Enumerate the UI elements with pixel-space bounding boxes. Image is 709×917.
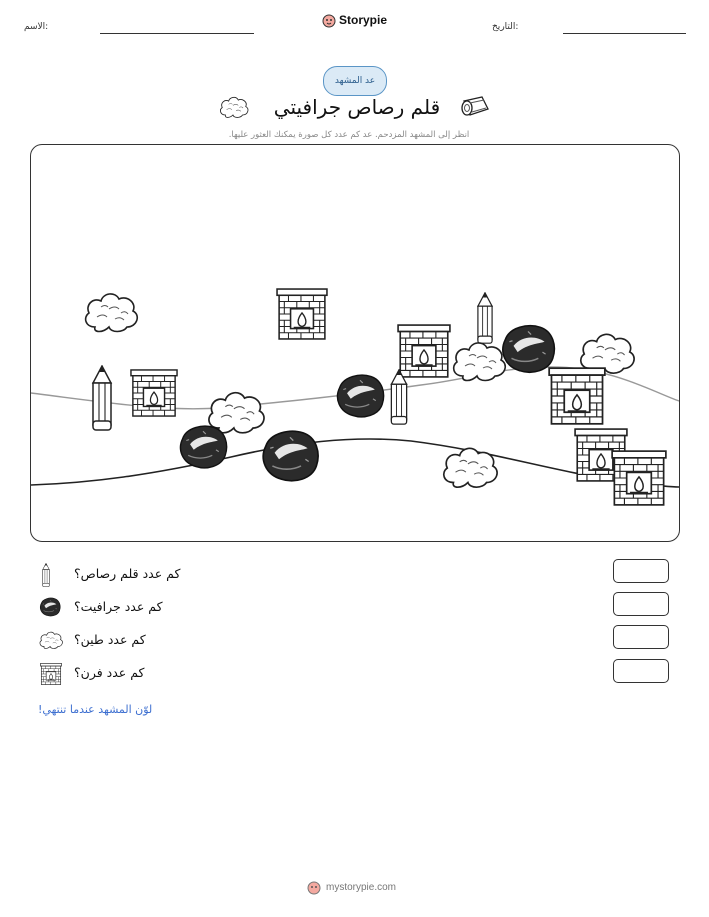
page-title: قلم رصاص جرافيتي xyxy=(273,95,441,119)
footer xyxy=(307,880,396,894)
kiln-scene-item xyxy=(549,368,605,424)
question-row-pencil xyxy=(36,562,236,588)
storypie-mascot-icon xyxy=(307,880,321,894)
color-instruction: لوّن المشهد عندما تنتهي! xyxy=(38,703,153,716)
graphite-icon xyxy=(38,596,62,618)
activity-badge: عد المشهد xyxy=(323,66,387,96)
search-scene xyxy=(30,144,680,542)
title-row xyxy=(214,92,494,126)
kiln-icon xyxy=(40,663,62,685)
question-graphite: كم عدد جرافيت؟ xyxy=(74,599,163,614)
question-row-graphite xyxy=(36,595,236,621)
pencil-scene-item xyxy=(93,366,111,430)
clay-scene-item xyxy=(86,294,138,332)
question-kiln: كم عدد فرن؟ xyxy=(74,665,145,680)
date-line[interactable] xyxy=(563,33,686,34)
name-label: الاسم: xyxy=(24,22,49,32)
pencil-scene-item xyxy=(478,293,492,343)
clay-icon xyxy=(218,93,250,121)
answer-box-clay[interactable] xyxy=(613,625,669,649)
pencil-icon xyxy=(40,563,52,587)
name-line[interactable] xyxy=(100,33,254,34)
clay-icon xyxy=(38,629,64,651)
storypie-mascot-icon xyxy=(322,13,336,27)
graphite-scene-item xyxy=(180,426,226,468)
brand-name: Storypie xyxy=(339,13,388,27)
date-label: التاريخ: xyxy=(492,22,519,32)
kiln-scene-item xyxy=(612,451,666,505)
question-pencil: كم عدد قلم رصاص؟ xyxy=(74,566,181,581)
brand-logo xyxy=(322,13,387,27)
footer-link[interactable]: mystorypie.com xyxy=(326,881,397,893)
graphite-scene-item xyxy=(337,375,383,417)
graphite-scene-item xyxy=(503,326,554,373)
kiln-scene-item xyxy=(277,289,327,339)
answer-box-pencil[interactable] xyxy=(613,559,669,583)
pencil-scene-item xyxy=(391,370,406,424)
kiln-scene-item xyxy=(131,370,177,416)
question-row-clay xyxy=(36,628,236,654)
answer-box-graphite[interactable] xyxy=(613,592,669,616)
instructions: انظر إلى المشهد المزدحم. عد كم عدد كل صورة يمكنك العثور عليها. xyxy=(228,130,470,140)
answer-box-kiln[interactable] xyxy=(613,659,669,683)
kiln-scene-item xyxy=(398,325,450,377)
question-clay: كم عدد طين؟ xyxy=(74,632,146,647)
graphite-scene-item xyxy=(263,431,318,481)
question-row-kiln xyxy=(36,661,236,687)
clay-scene-item xyxy=(209,393,264,433)
clay-scene-item xyxy=(444,448,497,487)
clay-scene-item xyxy=(454,343,506,381)
scene-art xyxy=(31,145,679,541)
log-icon xyxy=(458,95,490,121)
